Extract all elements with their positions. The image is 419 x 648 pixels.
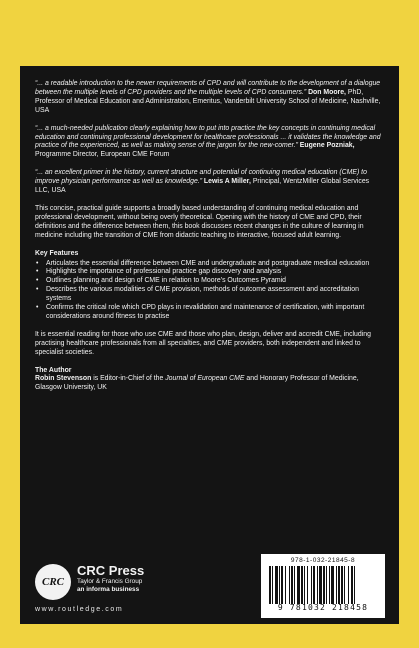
- key-features-list: [35, 260, 385, 322]
- author-bio-text: and Honorary Professor of Medicine, Glasgow University, UK: [35, 375, 359, 392]
- quote-affiliation: Programme Director, European CME Forum: [35, 151, 170, 159]
- endorsements: [35, 80, 385, 196]
- cover-footer: [35, 557, 385, 620]
- isbn-barcode-digits: 9 781032 218458: [277, 603, 369, 612]
- publisher-website: www.routledge.com: [35, 606, 124, 613]
- journal-title: Journal of European CME: [165, 375, 245, 383]
- quote-affiliation: PhD, Professor of Medical Education and Administration, Emeritus, Vanderbilt University School of Medicine, Nashville, USA: [35, 88, 381, 114]
- quote-author: Eugene Pozniak,: [299, 142, 355, 150]
- author-name: Robin Stevenson: [35, 375, 92, 383]
- key-feature-item: • Describes the various modalities of CME provision, methods of outcome assessment and accreditation systems: [46, 286, 385, 304]
- barcode-icon: [269, 566, 377, 604]
- publisher-block: [77, 564, 144, 594]
- quote-author: Don Moore,: [308, 88, 346, 96]
- audience-paragraph: It is essential reading for those who use CME and those who plan, design, deliver and accredit CME, including practising healthcare professionals from all specialties, and CME providers, both independent and linked to specialist societies.: [35, 330, 371, 356]
- crc-logo-icon: CRC: [35, 564, 71, 600]
- book-description: This concise, practical guide supports a broadly based understanding of continuing medical education and professional development, without being overly theoretical. Opening with the history of CME and CPD, their definitions and the difference between them, this book discusses recent changes in the culture of learning in medicine including the transition of CME from didactic teaching to interactive, focused adult learning.: [35, 204, 364, 239]
- key-feature-item: • Outlines planning and design of CME in relation to Moore’s Outcomes Pyramid: [46, 277, 385, 286]
- isbn-number: 978-1-032-21845-8: [290, 557, 356, 564]
- publisher-group: Taylor & Francis Group: [77, 578, 143, 585]
- quote-text: “... a much-needed publication clearly explaining how to put into practice the key concepts in continuing medical education and continuing professional development for healthcare professionals ... it validates the knowledge and practice of the experienced, as well as making sense of the jargon for the new-comer.”: [35, 124, 381, 150]
- quote-text: “... an excellent primer in the history, current structure and potential of continuing medical education (CME) to improve physician performance as well as knowledge.”: [35, 169, 367, 186]
- endorsement-quote: [35, 125, 385, 161]
- key-feature-item: • Highlights the importance of professional practice gap discovery and analysis: [46, 268, 385, 277]
- back-cover-panel: [20, 66, 399, 624]
- publisher-name: CRC Press: [77, 563, 145, 578]
- quote-author: Lewis A Miller,: [203, 178, 251, 186]
- key-feature-item: • Articulates the essential difference between CME and undergraduate and postgraduate medical education: [46, 260, 385, 269]
- author-bio-text: is Editor-in-Chief of the: [91, 375, 166, 383]
- key-features-heading: Key Features: [35, 249, 79, 257]
- author-bio: [35, 375, 385, 393]
- publisher-parent: an informa business: [77, 586, 140, 593]
- quote-affiliation: Principal, WentzMiller Global Services LLC, USA: [35, 178, 370, 195]
- key-feature-item: • Confirms the critical role which CPD plays in revalidation and maintenance of certification, with important considerations around fitness to practise: [46, 304, 385, 322]
- endorsement-quote: [35, 169, 385, 196]
- quote-text: “... a readable introduction to the newer requirements of CPD and will contribute to the development of a dialogue between the multiple levels of CPD providers and the multiple levels of CPD consumers.”: [35, 80, 381, 96]
- endorsement-quote: [35, 80, 385, 116]
- isbn-barcode: [261, 554, 385, 618]
- author-heading: The Author: [35, 366, 72, 374]
